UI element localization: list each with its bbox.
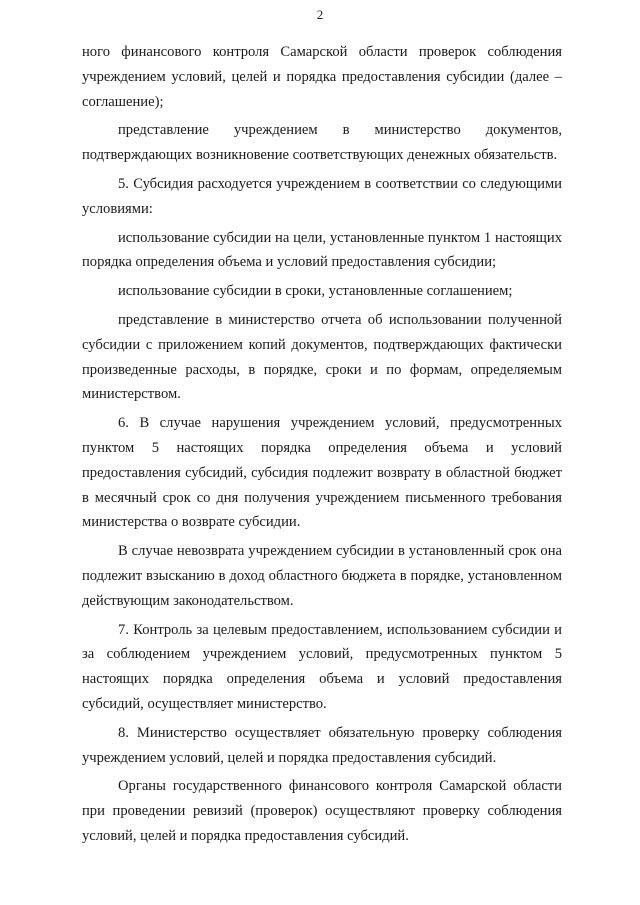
paragraph-item-6: 6. В случае нарушения учреждением условий, предусмотренных пунктом 5 настоящих порядка определения объема и условий предоставления субсидий, субсидия подлежит возврату в областной бюджет в месячный срок со дня получения учреждением письменного требования министерства о возврате субсидии. <box>82 415 562 531</box>
paragraph-condition-report: представление в министерство отчета об использовании полученной субсидии с приложением копий документов, подтверждающих фактически произведенные расходы, в порядке, сроки и по формам, определяемым министерством. <box>82 311 562 403</box>
paragraph-documents: представление учреждением в министерство документов, подтверждающих возникновение соответствующих денежных обязательств. <box>82 122 562 164</box>
paragraph-item-8: 8. Министерство осуществляет обязательную проверку соблюдения учреждением условий, целей и порядка предоставления субсидий. <box>82 724 562 766</box>
page-number: 2 <box>316 7 324 22</box>
paragraph-continuation: ного финансового контроля Самарской области проверок соблюдения учреждением условий, целей и порядка предоставления субсидии (далее – соглашение); <box>82 44 562 110</box>
paragraph-item-5: 5. Субсидия расходуется учреждением в соответствии со следующими условиями: <box>82 175 562 217</box>
paragraph-condition-terms: использование субсидии в сроки, установленные соглашением; <box>118 283 513 300</box>
paragraph-non-return: В случае невозврата учреждением субсидии в установленный срок она подлежит взысканию в доход областного бюджета в порядке, установленном действующим законодательством. <box>82 543 562 609</box>
paragraph-state-control: Органы государственного финансового контроля Самарской области при проведении ревизий (проверок) осуществляют проверку соблюдения условий, целей и порядка предоставления субсидий. <box>82 778 562 844</box>
paragraph-condition-purpose: использование субсидии на цели, установленные пунктом 1 настоящих порядка определения объема и условий предоставления субсидии; <box>82 229 562 271</box>
document-body <box>82 40 562 853</box>
paragraph-item-7: 7. Контроль за целевым предоставлением, использованием субсидии и за соблюдением учреждением условий, предусмотренных пунктом 5 настоящих порядка определения объема и условий предоставления субсидий, осуществляет министерство. <box>82 621 562 712</box>
